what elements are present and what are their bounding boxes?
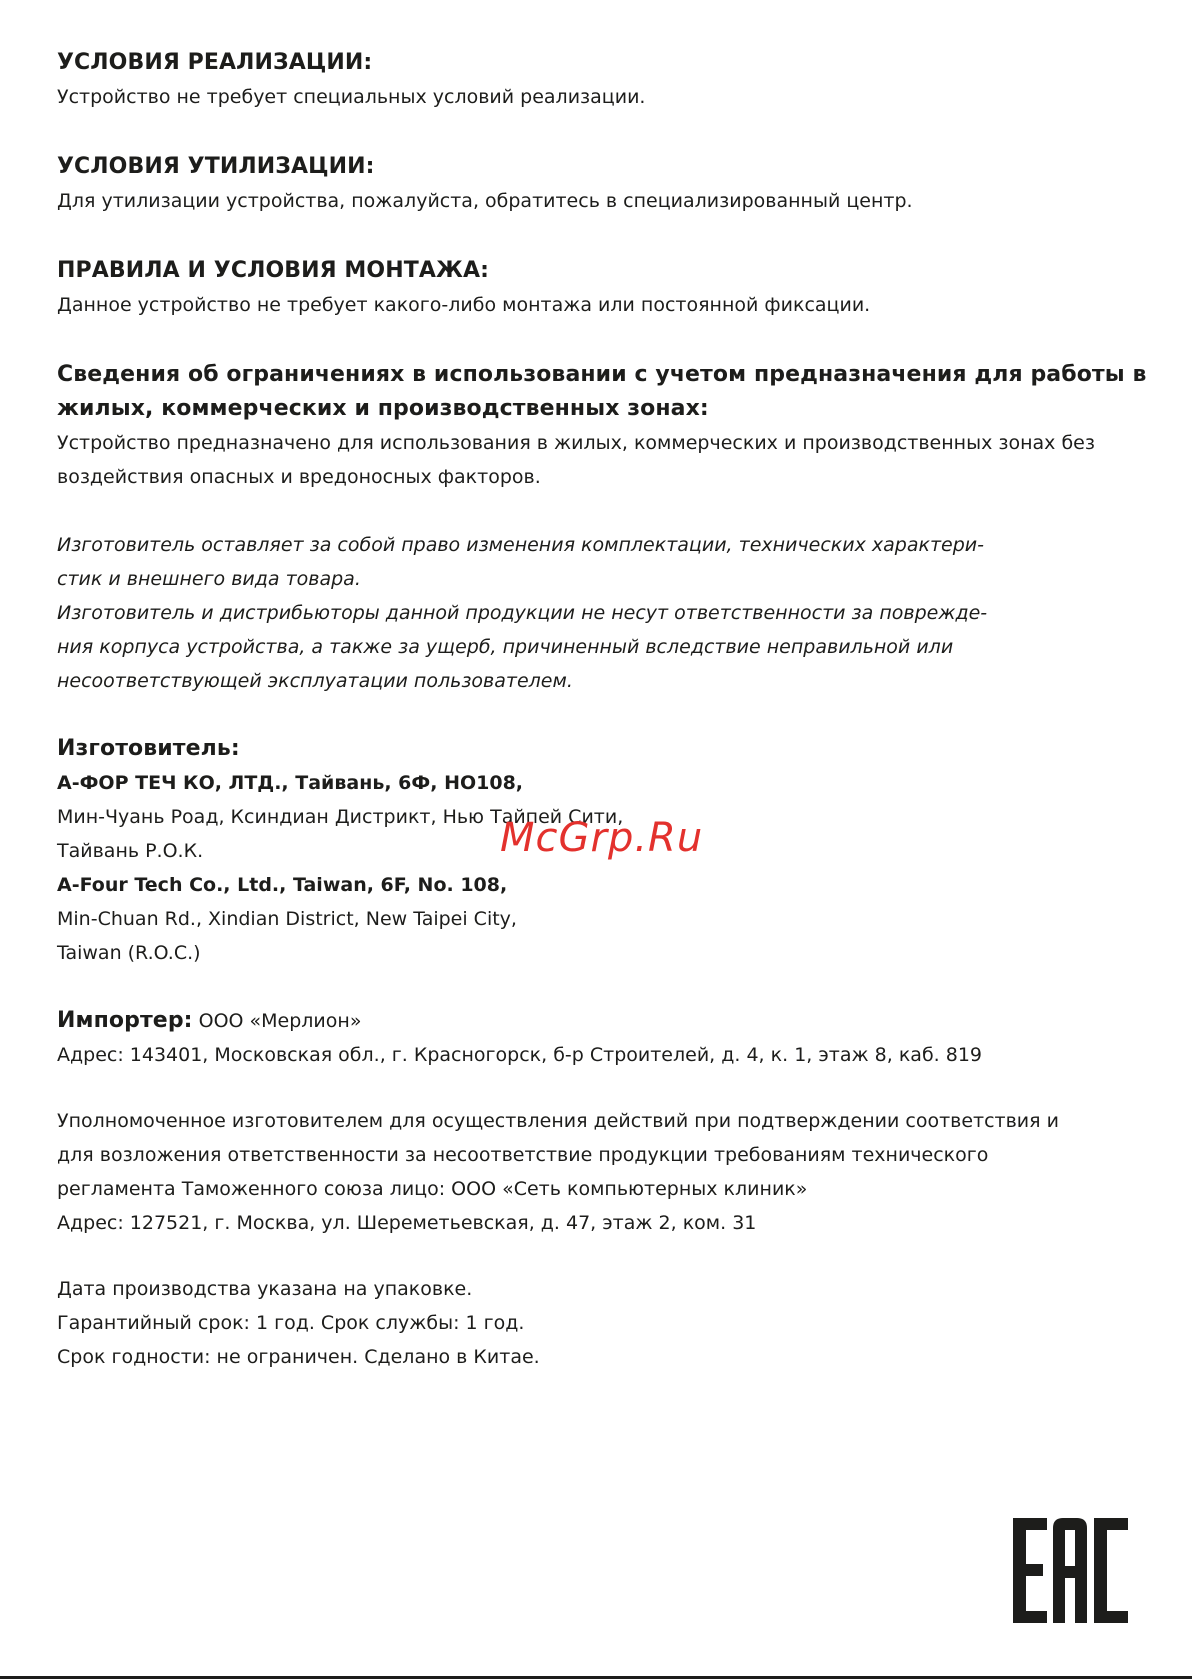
authorized-person-line: для возложения ответственности за несоответствие продукции требованиям технического <box>57 1144 989 1166</box>
manufacturer-address-line: Мин-Чуань Роад, Ксиндиан Дистрикт, Нью Тайпей Сити, <box>57 806 624 828</box>
disclaimer-line: ния корпуса устройства, а также за ущерб, причиненный вследствие неправильной или <box>57 636 954 658</box>
disclaimer-text <box>57 528 1117 698</box>
importer-address: Адрес: 143401, Московская обл., г. Красногорск, б-р Строителей, д. 4, к. 1, этаж 8, каб. 819 <box>57 1044 983 1066</box>
mounting-rules-text: Данное устройство не требует какого-либо монтажа или постоянной фиксации. <box>57 294 871 316</box>
eac-mark-icon <box>1013 1518 1128 1623</box>
mounting-rules-heading: ПРАВИЛА И УСЛОВИЯ МОНТАЖА: <box>57 258 490 283</box>
manufacturer-address-line: Taiwan (R.O.C.) <box>57 942 201 964</box>
authorized-person-line: регламента Таможенного союза лицо: ООО «Сеть компьютерных клиник» <box>57 1178 808 1200</box>
watermark-text: McGrp.Ru <box>500 815 704 861</box>
warranty-line: Гарантийный срок: 1 год. Срок службы: 1 год. <box>57 1312 525 1334</box>
disclaimer-line: несоответствующей эксплуатации пользователем. <box>57 670 573 692</box>
manufacturer-address-line: Тайвань Р.О.К. <box>57 840 204 862</box>
authorized-person-line: Уполномоченное изготовителем для осуществления действий при подтверждении соответствия и <box>57 1110 1059 1132</box>
usage-restrictions-heading-line: Сведения об ограничениях в использовании с учетом предназначения для работы в <box>57 362 1147 387</box>
manufacturer-heading: Изготовитель: <box>57 736 240 761</box>
manufacturer-address-line: Min-Chuan Rd., Xindian District, New Taipei City, <box>57 908 517 930</box>
disposal-conditions-text: Для утилизации устройства, пожалуйста, обратитесь в специализированный центр. <box>57 190 913 212</box>
manufacturer-name-ru: А-ФОР ТЕЧ КО, ЛТД., Тайвань, 6Ф, НО108, <box>57 772 524 794</box>
importer-name: ООО «Мерлион» <box>192 1010 362 1032</box>
dates-text <box>57 1272 1117 1374</box>
document-page <box>57 46 1147 1374</box>
disclaimer-line: стик и внешнего вида товара. <box>57 568 361 590</box>
manufacturer-name-en: A-Four Tech Co., Ltd., Taiwan, 6F, No. 108, <box>57 874 508 896</box>
usage-restrictions-text-line: Устройство предназначено для использования в жилых, коммерческих и производственных зонах без <box>57 432 1095 454</box>
manufacturer-address <box>57 766 1117 970</box>
authorized-person-address: Адрес: 127521, г. Москва, ул. Шереметьевская, д. 47, этаж 2, ком. 31 <box>57 1212 757 1234</box>
importer-label: Импортер: <box>57 1008 193 1033</box>
production-date-line: Дата производства указана на упаковке. <box>57 1278 473 1300</box>
sales-conditions-text: Устройство не требует специальных условий реализации. <box>57 86 646 108</box>
usage-restrictions-heading <box>57 358 1147 426</box>
usage-restrictions-text <box>57 426 1117 494</box>
usage-restrictions-text-line: воздействия опасных и вредоносных факторов. <box>57 466 541 488</box>
disposal-conditions-heading: УСЛОВИЯ УТИЛИЗАЦИИ: <box>57 154 375 179</box>
sales-conditions-heading: УСЛОВИЯ РЕАЛИЗАЦИИ: <box>57 50 373 75</box>
disclaimer-line: Изготовитель оставляет за собой право изменения комплектации, технических характери- <box>57 534 984 556</box>
shelf-life-line: Срок годности: не ограничен. Сделано в Китае. <box>57 1346 540 1368</box>
authorized-person-text <box>57 1104 1117 1240</box>
importer-line <box>57 1004 1117 1038</box>
usage-restrictions-heading-line: жилых, коммерческих и производственных зонах: <box>57 396 709 421</box>
disclaimer-line: Изготовитель и дистрибьюторы данной продукции не несут ответственности за поврежде- <box>57 602 988 624</box>
